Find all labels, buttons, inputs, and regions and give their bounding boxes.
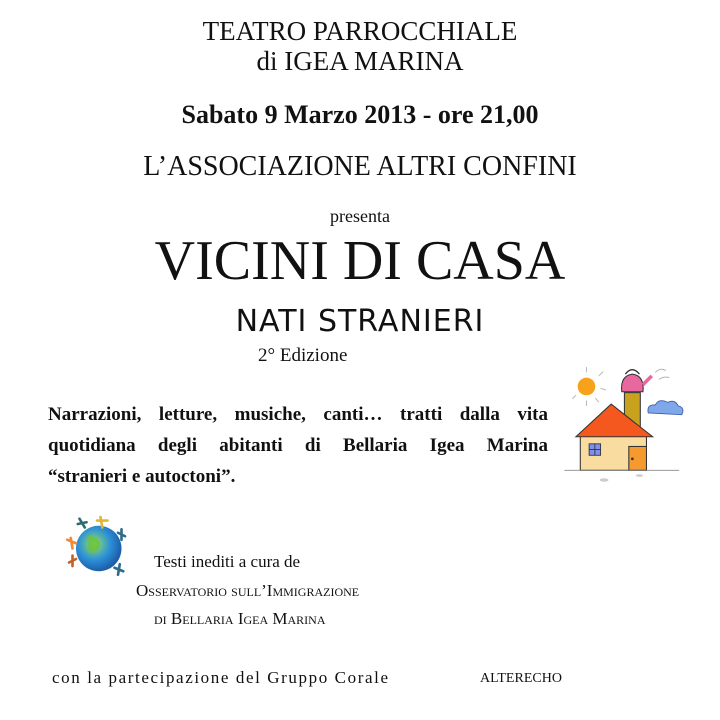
- credits-location: di Bellaria Igea Marina: [154, 609, 326, 628]
- globe-logo-icon: [62, 510, 132, 580]
- description-line-3: “stranieri e autoctoni”.: [48, 466, 236, 487]
- presenta-label: presenta: [330, 206, 390, 226]
- description-line-2: quotidiana degli abitanti di Bellaria Igea Marina: [48, 435, 548, 456]
- edition-label: 2° Edizione: [258, 345, 348, 366]
- association-name: L’ASSOCIAZIONE ALTRI CONFINI: [143, 151, 577, 182]
- venue-line-2: di IGEA MARINA: [256, 46, 464, 76]
- venue-line-1: TEATRO PARROCCHIALE: [202, 16, 518, 46]
- description-line-1: Narrazioni, letture, musiche, canti… tratti dalla vita: [48, 404, 548, 425]
- choir-name: ALTERECHO: [480, 671, 562, 686]
- house-illustration-icon: [560, 345, 710, 495]
- participation-text: con la partecipazione del Gruppo Corale: [52, 668, 390, 687]
- credits-observatory: Osservatorio sull’Immigrazione: [136, 581, 360, 600]
- credits-line-1: Testi inediti a cura de: [154, 552, 301, 571]
- show-subtitle: NATI STRANIERI: [235, 304, 485, 339]
- show-title: VICINI DI CASA: [154, 230, 566, 292]
- event-date-time: Sabato 9 Marzo 2013 - ore 21,00: [181, 100, 539, 129]
- description: [48, 399, 548, 492]
